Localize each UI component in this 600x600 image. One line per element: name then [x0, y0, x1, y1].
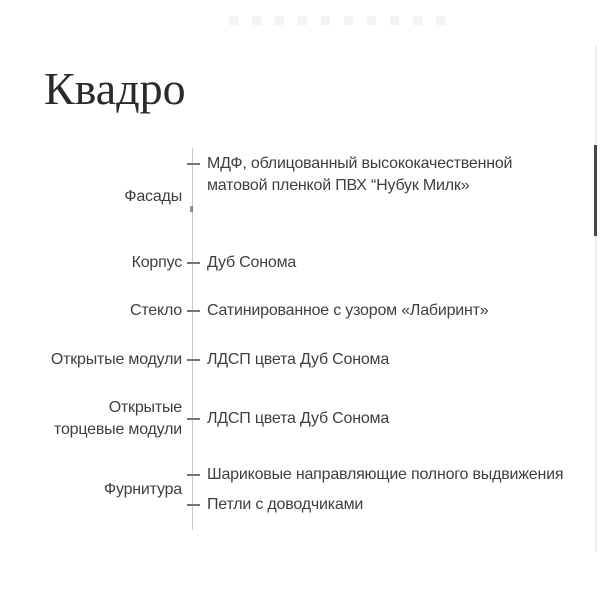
- spec-row-otkrytye-moduli: [0, 349, 600, 371]
- dot-icon: [413, 16, 422, 25]
- spec-value: ЛДСП цвета Дуб Сонома: [192, 408, 600, 430]
- spec-value: ЛДСП цвета Дуб Сонома: [192, 349, 600, 371]
- carousel-dots: [229, 16, 445, 25]
- dot-icon: [436, 16, 445, 25]
- spec-values: [192, 464, 600, 516]
- scrollbar-track[interactable]: [595, 45, 597, 552]
- dot-icon: [275, 16, 284, 25]
- spec-values: [192, 153, 600, 197]
- spec-label: Фасады: [124, 188, 182, 205]
- spec-label: [0, 397, 192, 441]
- spec-values: [192, 252, 600, 274]
- spec-label: Открытые модули: [50, 351, 182, 368]
- spec-value: Петли с доводчиками: [192, 494, 600, 516]
- dot-icon: [229, 16, 238, 25]
- spec-row-tortsevye-moduli: [0, 397, 600, 441]
- dot-icon: [367, 16, 376, 25]
- spec-value: МДФ, облицованный высококачественной матовой пленкой ПВХ “Нубук Милк»: [192, 153, 537, 197]
- spec-values: [192, 349, 600, 371]
- spec-values: [192, 408, 600, 430]
- spec-label-text: Открытые торцевые модули: [54, 399, 182, 438]
- page-title: Квадро: [44, 63, 186, 114]
- spec-values: [192, 300, 600, 322]
- spec-row-furnitura: [0, 464, 600, 516]
- dot-icon: [252, 16, 261, 25]
- spec-value: Сатинированное с узором «Лабиринт»: [192, 300, 600, 322]
- dot-icon: [344, 16, 353, 25]
- scrollbar-thumb[interactable]: [594, 145, 597, 236]
- spec-label: Корпус: [131, 254, 182, 271]
- spec-value: Дуб Сонома: [192, 252, 600, 274]
- spec-label: Стекло: [130, 302, 182, 319]
- spec-value: Шариковые направляющие полного выдвижения: [192, 464, 600, 486]
- dot-icon: [298, 16, 307, 25]
- spec-label: Фурнитура: [104, 481, 182, 498]
- dot-icon: [390, 16, 399, 25]
- dot-icon: [321, 16, 330, 25]
- spec-row-korpus: [0, 252, 600, 274]
- spec-row-steklo: [0, 300, 600, 322]
- spec-row-fasady: [0, 153, 600, 208]
